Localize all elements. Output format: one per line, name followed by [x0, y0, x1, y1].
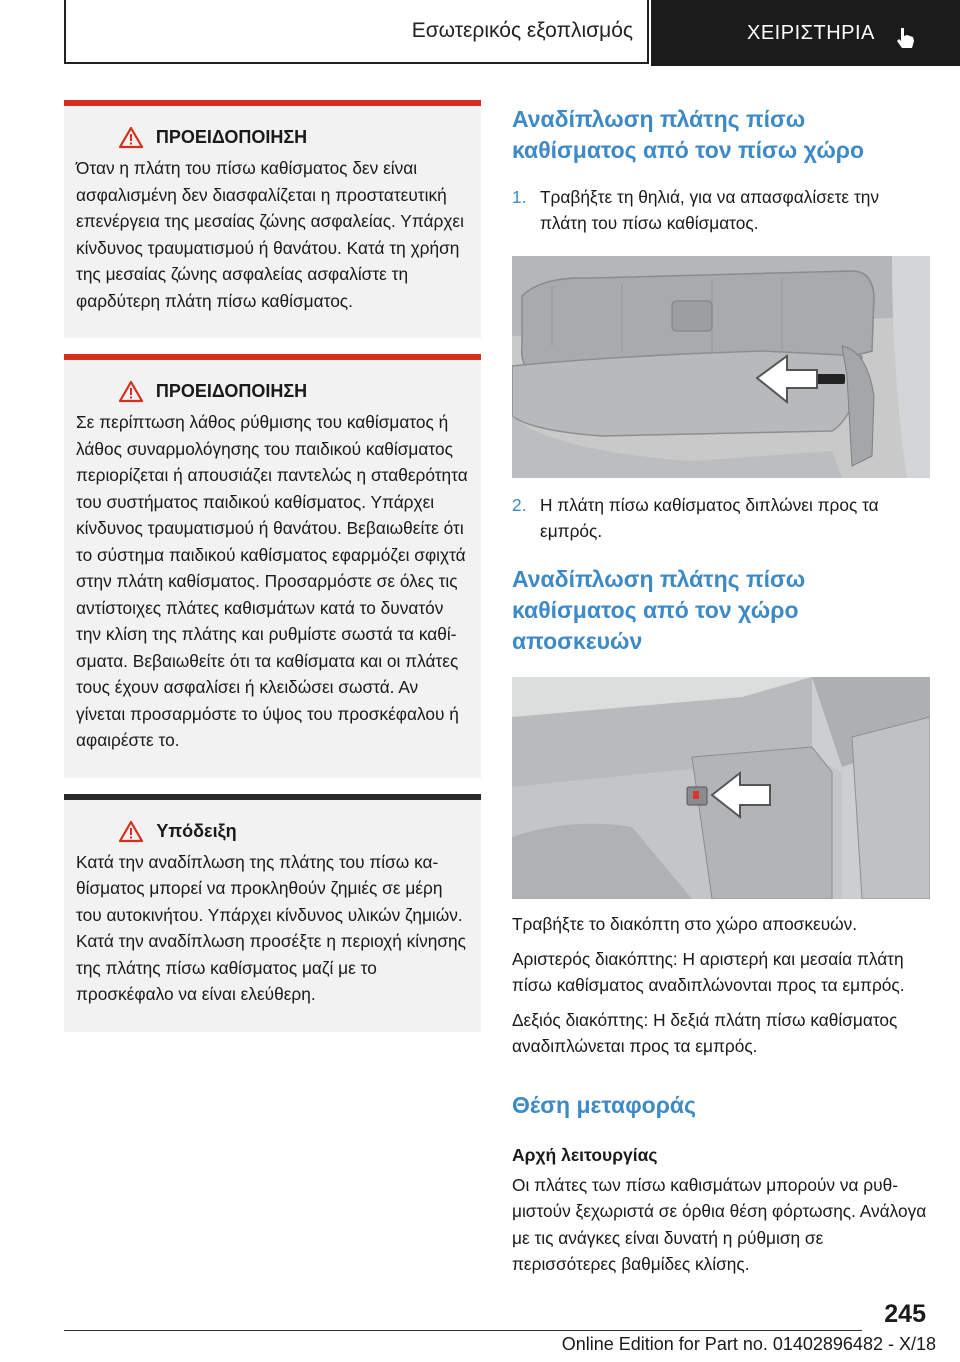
rear-seat-photo	[512, 256, 930, 478]
warning-header	[76, 380, 469, 403]
warning-title: ΠΡΟΕΙΔΟΠΟΙΗΣΗ	[155, 127, 308, 147]
warning-header	[76, 126, 469, 149]
note-text: Κατά την αναδίπλωση της πλάτης του πίσω καθίσματος μπορεί να προκληθούν ζημιές σε μέρη του αυτοκινήτου. Υπάρχει κίνδυνος υλικών ζημιών. Κατά την αναδίπλωση προσέξτε η περιοχή κίνησης της πλάτης πίσω καθίσματος μαζί με το προσκέφαλο να είναι ελεύθερη.	[76, 851, 466, 1004]
step-number: 2.	[512, 495, 527, 515]
step-2	[512, 492, 930, 544]
warning-title: ΠΡΟΕΙΔΟΠΟΙΗΣΗ	[155, 381, 308, 401]
warning-text: Όταν η πλάτη του πίσω καθίσματος δεν είναι ασφαλισμένη δεν διασφαλίζεται η προστατευτική επενέργεια της μεσαίας ζώνης ασφαλείας. Υπάρχει κίνδυνος τραυματισμού ή θανάτου. Κατά τη χρήση της μεσαίας ζώνης ασφαλείας ασφαλίστε τη φαρδύτερη πλάτη πίσω καθίσματος.	[76, 158, 464, 311]
heading-transport-position: Θέση μεταφοράς	[512, 1091, 697, 1118]
header-manual-tab[interactable]	[651, 0, 960, 66]
warning-text: Σε περίπτωση λάθος ρύθμισης του καθίσματος ή λάθος συναρμολόγησης του παιδικού καθίσματος περιορίζεται ή απουσιάζει παντελώς η σταθερότητα του συστήματος παιδικού καθίσματος. Υπάρχει κίνδυνος τραυματισμού ή θανάτου. Βεβαιωθείτε ότι το σύστημα παιδικού καθίσματος εφαρμόζει σφιχτά στην πλάτη καθίσματος. Προσαρμόστε σε όλες τις αντίστοιχες πλάτες καθισμάτων κατά το δυνατόν την κλίση της πλάτης και ρυθμίστε σωστά τα καθίσματα. Βεβαιωθείτε ότι τα καθίσματα και οι πλάτες τους έχουν ασφαλίσει ή κλειδώσει σωστά. Αν γίνεται προσαρμόστε το ύψος του προσκέφαλου ή αφαιρέστε το.	[76, 412, 468, 750]
footer-divider	[64, 1330, 862, 1331]
left-column	[64, 100, 481, 1048]
heading-fold-from-trunk: Αναδίπλωση πλάτης πίσω καθίσματος από τον χώρο αποσκευών	[512, 566, 806, 654]
hand-pointer-icon	[895, 27, 915, 49]
transport-position-text: Οι πλάτες των πίσω καθισμάτων μπορούν να ρυθμιστούν ξεχωριστά σε όρθια θέση φόρτωσης. Ανάλογα με τις ανάγκες είναι δυνατή η ρύθμιση σε περισσότερες βαθμίδες κλίσης.	[512, 1174, 927, 1274]
note-header	[76, 820, 469, 843]
subheading-principle: Αρχή λειτουργίας	[512, 1144, 658, 1165]
left-switch-text: Αριστερός διακόπτης: Η αριστερή και μεσαία πλάτη πίσω καθίσματος αναδιπλώνονται προς τα εμπρός.	[512, 948, 905, 995]
step-text: Η πλάτη πίσω καθίσματος διπλώνει προς τα εμπρός.	[540, 495, 879, 541]
step-1	[512, 184, 930, 236]
warning-box-2	[64, 354, 481, 778]
warning-triangle-icon	[118, 126, 144, 149]
trunk-switch-text: Τραβήξτε το διακόπτη στο χώρο αποσκευών.	[512, 914, 858, 934]
header-section-title: Εσωτερικός εξοπλισμός	[411, 19, 633, 42]
warning-triangle-icon	[118, 820, 144, 843]
warning-triangle-icon	[118, 380, 144, 403]
heading-fold-from-rear: Αναδίπλωση πλάτης πίσω καθίσματος από τον πίσω χώρο	[512, 106, 865, 163]
note-box	[64, 794, 481, 1032]
trunk-photo	[512, 677, 930, 899]
note-title: Υπόδειξη	[156, 820, 237, 841]
header-manual-label: ΧΕΙΡΙΣΤΗΡΙΑ	[747, 21, 875, 44]
warning-box-1	[64, 100, 481, 338]
step-number: 1.	[512, 187, 527, 207]
header-section-title-box	[64, 0, 649, 64]
footer-edition: Online Edition for Part no. 01402896482 - X/18	[561, 1334, 936, 1354]
step-text: Τραβήξτε τη θηλιά, για να απασφαλίσετε την πλάτη του πίσω καθίσματος.	[540, 187, 880, 233]
right-switch-text: Δεξιός διακόπτης: Η δεξιά πλάτη πίσω καθίσματος αναδιπλώνεται προς τα εμπρός.	[512, 1009, 898, 1056]
right-column	[512, 100, 930, 1278]
page-number: 245	[884, 1300, 926, 1328]
